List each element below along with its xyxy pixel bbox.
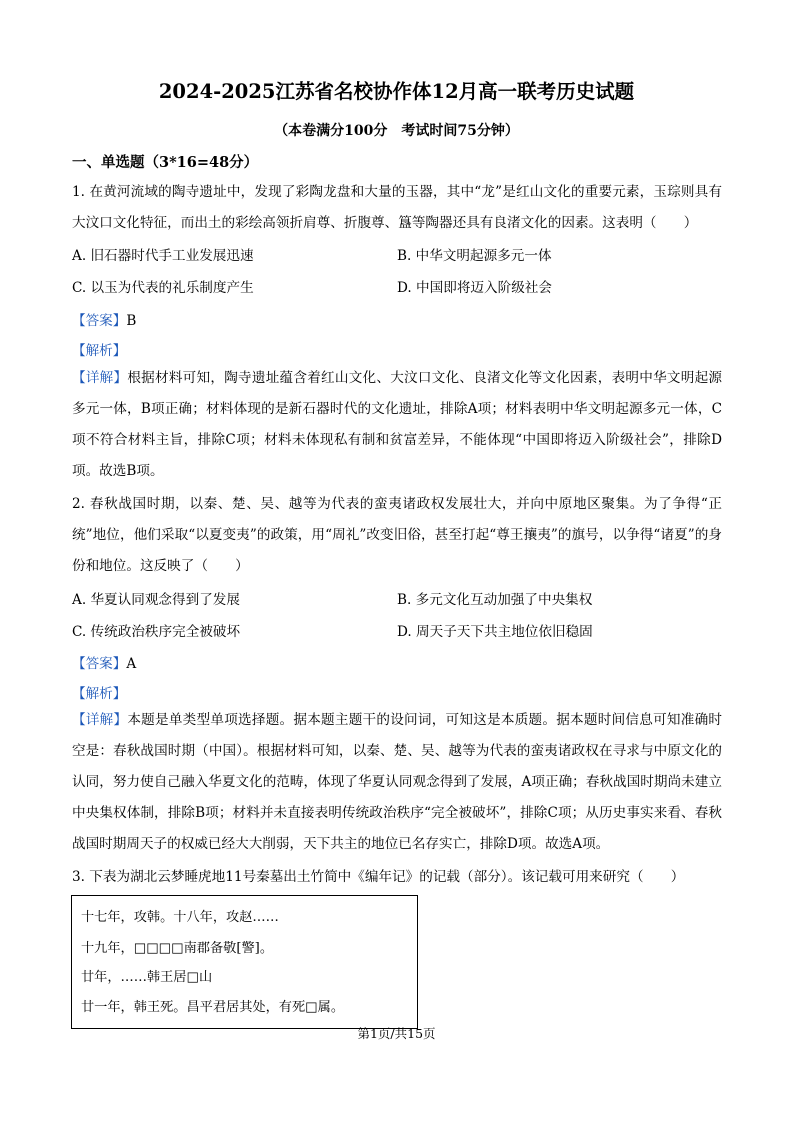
table-row: 廿一年，韩王死。昌平君居其处，有死□属。 bbox=[81, 1000, 345, 1015]
exam-title: 2024-2025江苏省名校协作体12月高一联考历史试题 bbox=[158, 80, 635, 103]
detail-label: 【详解】 bbox=[72, 370, 128, 386]
question-1-stem: 1. 在黄河流域的陶寺遗址中，发现了彩陶龙盘和大量的玉器，其中“龙”是红山文化的重要元素，玉琮则具有大汶口文化特征，而出土的彩绘高领折肩尊、折腹尊、簋等陶器还具有良渚文化的因素。这表明（ ） bbox=[72, 184, 722, 231]
detail-text: 根据材料可知，陶寺遗址蕴含着红山文化、大汶口文化、良渚文化等文化因素，表明中华文明起源多元一体，B项正确；材料体现的是新石器时代的文化遗址，排除A项；材料表明中华文明起源多元一体，C项不符合材料主旨，排除C项；材料未体现私有制和贫富差异，不能体现“中国即将迈入阶级社会”，排除D项。故选B项。 bbox=[72, 370, 723, 479]
question-1-analysis-label: 【解析】 bbox=[72, 343, 127, 359]
question-1-option-c: C. 以玉为代表的礼乐制度产生 bbox=[72, 280, 254, 296]
detail-text: 本题是单类型单项选择题。据本题主题干的设问词，可知这是本质题。据本题时间信息可知准确时空是：春秋战国时期（中国）。根据材料可知，以秦、楚、吴、越等为代表的蛮夷诸政权在寻求与中原文化的认同，努力使自己融入华夏文化的范畴，体现了华夏认同观念得到了发展，A项正确；春秋战国时期尚未建立中央集权体制，排除B项；材料并未直接表明传统政治秩序“完全被破坏”，排除C项；从历史事实来看、春秋战国时期周天子的权威已经大大削弱，天下共主的地位已名存实亡，排除D项。故选A项。 bbox=[72, 712, 723, 852]
table-row: 廿年，……韩王居□山 bbox=[81, 970, 213, 985]
answer-value: B bbox=[126, 313, 137, 329]
table-row: 十七年，攻韩。十八年，攻赵…… bbox=[81, 910, 279, 925]
question-2-detail bbox=[72, 705, 722, 860]
detail-label: 【详解】 bbox=[72, 712, 128, 728]
exam-subtitle: （本卷满分100分 考试时间75分钟） bbox=[274, 123, 519, 139]
question-2-answer bbox=[72, 652, 136, 672]
bamboo-slip-table bbox=[71, 895, 418, 1029]
question-2-option-b: B. 多元文化互动加强了中央集权 bbox=[397, 592, 593, 608]
question-2-option-a: A. 华夏认同观念得到了发展 bbox=[72, 592, 240, 608]
question-2-analysis-label: 【解析】 bbox=[72, 686, 127, 702]
question-1-option-d: D. 中国即将迈入阶级社会 bbox=[397, 280, 552, 296]
table-row: 十九年，□□□□南郡备敬[警]。 bbox=[81, 941, 274, 956]
page-footer: 第1页/共15页 bbox=[357, 1026, 436, 1041]
question-2-option-d: D. 周天子天下共主地位依旧稳固 bbox=[397, 624, 593, 640]
question-2-option-c: C. 传统政治秩序完全被破坏 bbox=[72, 624, 241, 640]
answer-value: A bbox=[126, 656, 137, 672]
answer-label: 【答案】 bbox=[72, 656, 127, 672]
section-heading: 一、单选题（3*16=48分） bbox=[72, 154, 259, 171]
question-1-option-a: A. 旧石器时代手工业发展迅速 bbox=[72, 248, 254, 264]
question-1-detail bbox=[72, 363, 722, 487]
question-1-answer bbox=[72, 309, 136, 329]
question-1-option-b: B. 中华文明起源多元一体 bbox=[397, 248, 552, 264]
question-3-stem: 3. 下表为湖北云梦睡虎地11号秦墓出土竹简中《编年记》的记载（部分）。该记载可用来研究（ ） bbox=[72, 869, 685, 885]
answer-label: 【答案】 bbox=[72, 313, 127, 329]
question-2-stem: 2. 春秋战国时期，以秦、楚、吴、越等为代表的蛮夷诸政权发展壮大，并向中原地区聚集。为了争得“正统”地位，他们采取“以夏变夷”的政策，用“周礼”改变旧俗，甚至打起“尊王攘夷”的旗号，以争得“诸夏”的身份和地位。这反映了（ ） bbox=[72, 496, 722, 574]
